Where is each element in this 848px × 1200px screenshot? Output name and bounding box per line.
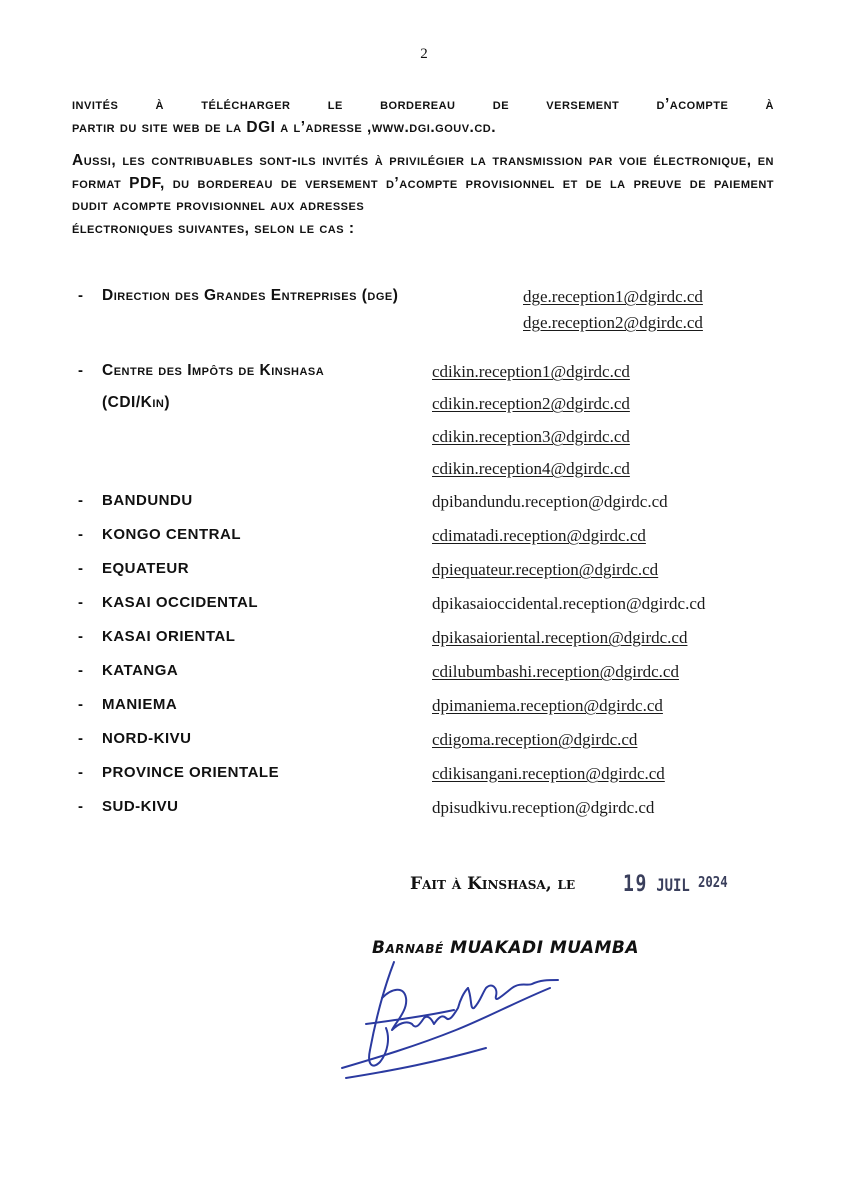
- list-item-nord-kivu: [0, 730, 848, 754]
- list-item-cdi-kin-3: [0, 427, 848, 451]
- email-address[interactable]: dpikasaioccidental.reception@dgirdc.cd: [432, 594, 706, 613]
- province-label: KONGO CENTRAL: [102, 526, 241, 543]
- list-item-katanga: [0, 662, 848, 686]
- email-link[interactable]: dpikasaioriental.reception@dgirdc.cd: [432, 628, 688, 647]
- province-label: PROVINCE ORIENTALE: [102, 764, 280, 781]
- province-label: KASAI ORIENTAL: [102, 628, 236, 645]
- list-item-cdi-kin-2: [0, 394, 848, 418]
- email-address[interactable]: dpisudkivu.reception@dgirdc.cd: [432, 798, 655, 817]
- province-label: SUD-KIVU: [102, 798, 179, 815]
- paragraph-body: Aussi, les contribuables sont-ils invités à privilégier la transmission par voie électronique, en format PDF, du bordereau de versement d’acompte provisionnel et de la preuve de paiement dudit acompte provisionnel aux adresses: [72, 152, 774, 214]
- email-link[interactable]: cdikin.reception3@dgirdc.cd: [432, 427, 630, 446]
- list-bullet: -: [78, 662, 83, 679]
- paragraph-line: électroniques suivantes, selon le cas :: [72, 219, 355, 237]
- list-bullet: -: [78, 628, 83, 645]
- email-link[interactable]: dge.reception2@dgirdc.cd: [523, 313, 703, 332]
- email-link[interactable]: dpiequateur.reception@dgirdc.cd: [432, 560, 659, 579]
- email-link[interactable]: cdikin.reception4@dgirdc.cd: [432, 459, 630, 478]
- email-link[interactable]: cdilubumbashi.reception@dgirdc.cd: [432, 662, 679, 681]
- list-item-kongo-central: [0, 526, 848, 550]
- signer-name: Barnabé MUAKADI MUAMBA: [372, 938, 640, 958]
- list-bullet: -: [78, 287, 83, 304]
- paragraph-line: invités à télécharger le bordereau de versement d’acompte à: [72, 96, 774, 113]
- province-label: NORD-KIVU: [102, 730, 192, 747]
- province-label: BANDUNDU: [102, 492, 193, 509]
- list-bullet: -: [78, 730, 83, 747]
- date-stamp-month: JUIL: [656, 876, 690, 896]
- list-item-sud-kivu: [0, 798, 848, 822]
- email-link[interactable]: cdigoma.reception@dgirdc.cd: [432, 730, 638, 749]
- office-label: Centre des Impôts de Kinshasa: [102, 362, 325, 379]
- province-label: KASAI OCCIDENTAL: [102, 594, 259, 611]
- province-label: KATANGA: [102, 662, 179, 679]
- paragraph-line: partir du site web de la DGI a l’adresse ,www.dgi.gouv.cd.: [72, 118, 497, 136]
- page-number: 2: [420, 46, 428, 62]
- province-label: MANIEMA: [102, 696, 178, 713]
- office-label-continued: (CDI/Kin): [102, 394, 171, 411]
- province-label: EQUATEUR: [102, 560, 190, 577]
- handwritten-signature-icon: [336, 958, 566, 1088]
- office-label: Direction des Grandes Entreprises (dge): [102, 287, 399, 304]
- list-bullet: -: [78, 696, 83, 713]
- paragraph-electronic-transmission: [72, 150, 774, 240]
- list-item-kasai-oriental: [0, 628, 848, 652]
- email-link[interactable]: cdimatadi.reception@dgirdc.cd: [432, 526, 646, 545]
- list-item-equateur: [0, 560, 848, 584]
- list-bullet: -: [78, 594, 83, 611]
- date-stamp-year: 2024: [697, 873, 728, 891]
- list-bullet: -: [78, 798, 83, 815]
- email-link[interactable]: dpimaniema.reception@dgirdc.cd: [432, 696, 663, 715]
- email-link[interactable]: cdikin.reception2@dgirdc.cd: [432, 394, 630, 413]
- email-address[interactable]: dpibandundu.reception@dgirdc.cd: [432, 492, 668, 511]
- list-item-dge: [0, 287, 848, 311]
- list-bullet: -: [78, 526, 83, 543]
- list-item-dge-2: [0, 313, 848, 337]
- list-item-cdi-kin: [0, 362, 848, 386]
- list-item-bandundu: [0, 492, 848, 516]
- signoff-place: Fait à Kinshasa, le: [410, 874, 576, 894]
- list-item-province-orientale: [0, 764, 848, 788]
- date-stamp-day: 19: [623, 872, 649, 897]
- date-stamp: [623, 872, 728, 897]
- list-bullet: -: [78, 492, 83, 509]
- list-bullet: -: [78, 764, 83, 781]
- list-bullet: -: [78, 362, 83, 379]
- list-item-cdi-kin-4: [0, 459, 848, 483]
- email-link[interactable]: cdikin.reception1@dgirdc.cd: [432, 362, 630, 381]
- list-bullet: -: [78, 560, 83, 577]
- email-link[interactable]: dge.reception1@dgirdc.cd: [523, 287, 703, 306]
- paragraph-download-instructions: [72, 94, 774, 139]
- list-item-kasai-occidental: [0, 594, 848, 618]
- email-link[interactable]: cdikisangani.reception@dgirdc.cd: [432, 764, 665, 783]
- list-item-maniema: [0, 696, 848, 720]
